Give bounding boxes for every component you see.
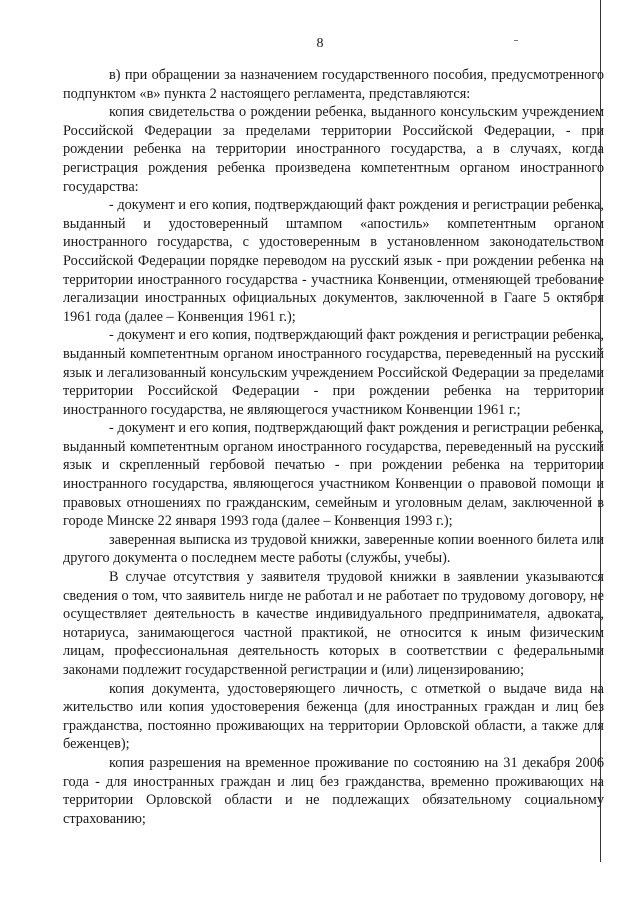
paragraph-temporary-residence: копия разрешения на временное проживание по состоянию на 31 декабря 2006 года - для иностранных граждан и лиц без гражданства, временно проживающих на территории Орловской области и не подлежащих обязательному социальному страхованию; xyxy=(63,754,604,827)
paragraph-minsk-convention: - документ и его копия, подтверждающий факт рождения и регистрации ребенка, выданный компетентным органом иностранного государства, переведенный на русский язык и скрепленный гербовой печатью - при рождении ребенка на территории иностранного государства, являющегося участником Конвенции о правовой помощи и правовых отношениях по гражданским, семейным и уголовным делам, заключенной в городе Минске 22 января 1993 года (далее – Конвенция 1993 г.); xyxy=(63,420,604,530)
paragraph-legalized: - документ и его копия, подтверждающий факт рождения и регистрации ребенка, выданный компетентным органом иностранного государства, переведенный на русский язык и легализованный консульским учреждением Российской Федерации за пределами территории Российской Федерации - при рождении ребенка на территории иностранного государства, не являющегося участником Конвенции 1961 г.; xyxy=(63,327,604,418)
document-body xyxy=(63,66,604,828)
paragraph-no-work-record: В случае отсутствия у заявителя трудовой книжки в заявлении указываются сведения о том, что заявитель нигде не работал и не работает по трудовому договору, не осуществляет деятельность в качестве индивидуального предпринимателя, адвоката, нотариуса, занимающегося частной практикой, не относится к иным физическим лицам, профессиональная деятельность которых в соответствии с федеральными законами подлежит государственной регистрации и (или) лицензированию; xyxy=(63,569,604,678)
paragraph-work-record: заверенная выписка из трудовой книжки, заверенные копии военного билета или другого документа о последнем месте работы (службы, учебы). xyxy=(63,531,604,567)
paragraph-item-v: в) при обращении за назначением государственного пособия, предусмотренного подпунктом «в» пункта 2 настоящего регламента, представляются: xyxy=(63,67,604,102)
page-number: 8 xyxy=(316,36,324,51)
paragraph-birth-certificate: копия свидетельства о рождении ребенка, выданного консульским учреждением Российской Федерации за пределами территории Российской Федерации, - при рождении ребенка на территории иностранного государства, а в случаях, когда регистрация рождения ребенка произведена компетентным органом иностранного государства: xyxy=(63,104,604,195)
corner-mark xyxy=(514,40,518,41)
paragraph-apostille: - документ и его копия, подтверждающий факт рождения и регистрации ребенка, выданный и удостоверенный штампом «апостиль» компетентным органом иностранного государства, с удостоверенным в установленном законодательством Российской Федерации порядке переводом на русский язык - при рождении ребенка на территории иностранного государства - участника Конвенции, отменяющей требование легализации иностранных официальных документов, заключенной в Гааге 5 октября 1961 года (далее – Конвенция 1961 г.); xyxy=(63,197,604,325)
paragraph-identity-document: копия документа, удостоверяющего личность, с отметкой о выдаче вида на жительство или копия удостоверения беженца (для иностранных граждан и лиц без гражданства, постоянно проживающих на территории Орловской области, а также для беженцев); xyxy=(63,680,604,753)
